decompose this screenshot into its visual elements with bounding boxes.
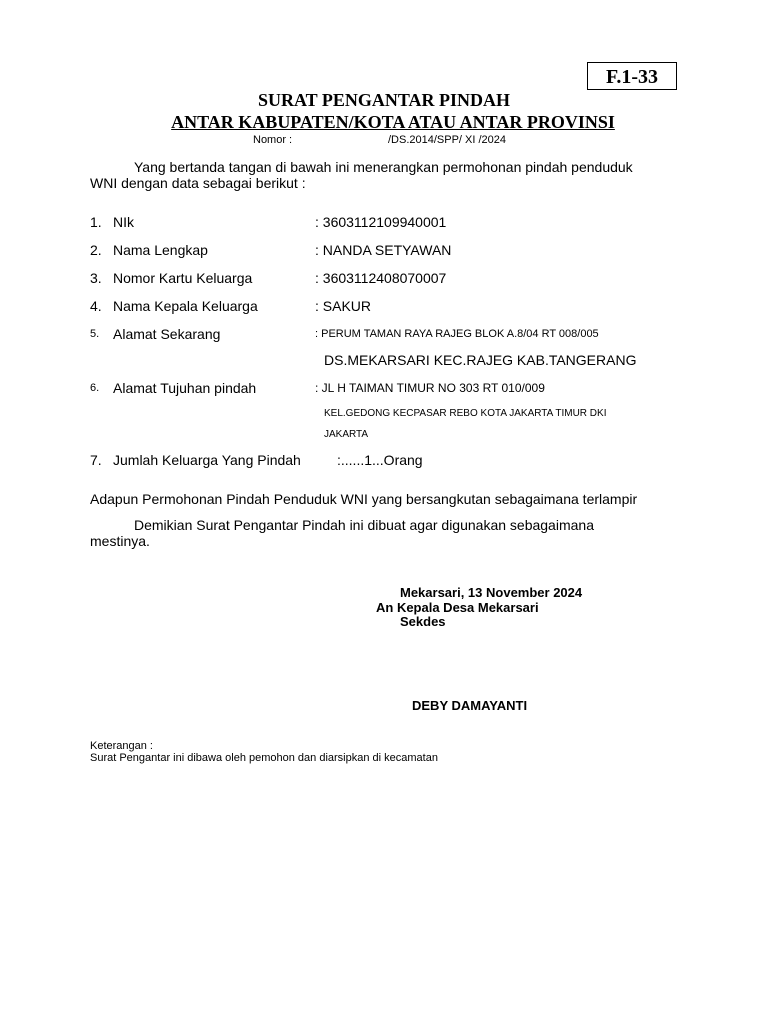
note-text: Surat Pengantar ini dibawa oleh pemohon dan diarsipkan di kecamatan (90, 752, 438, 764)
item-value-jumlah-keluarga: :......1...Orang (337, 452, 423, 468)
intro-line-1: Yang bertanda tangan di bawah ini menerangkan permohonan pindah penduduk (134, 159, 633, 175)
item-number: 5. (90, 328, 100, 340)
item-value-nama-lengkap: : NANDA SETYAWAN (315, 242, 452, 258)
item-value-alamat-sekarang: : PERUM TAMAN RAYA RAJEG BLOK A.8/04 RT 008/005 (315, 328, 599, 340)
nomor-label: Nomor : (253, 134, 293, 146)
item-value-kepala-keluarga: : SAKUR (315, 298, 372, 314)
item-label-jumlah-keluarga: Jumlah Keluarga Yang Pindah (113, 452, 301, 468)
item-label-alamat-tujuan: Alamat Tujuhan pindah (113, 380, 257, 396)
item-number: 2. (90, 242, 102, 258)
paragraph-permohonan: Adapun Permohonan Pindah Penduduk WNI yang bersangkutan sebagaimana terlampir (90, 491, 638, 507)
item-label-alamat-sekarang: Alamat Sekarang (113, 326, 221, 342)
item-label-nik: NIk (113, 214, 134, 230)
item-value-alamat-sekarang-line-2: DS.MEKARSARI KEC.RAJEG KAB.TANGERANG (324, 352, 637, 368)
signature-position: Sekdes (400, 614, 446, 629)
item-number: 4. (90, 298, 102, 314)
signatory-name: DEBY DAMAYANTI (412, 698, 528, 713)
item-number: 6. (90, 382, 100, 394)
item-value-nomor-kk: : 3603112408070007 (315, 270, 447, 286)
title-line-2: ANTAR KABUPATEN/KOTA ATAU ANTAR PROVINSI (171, 112, 615, 132)
signature-on-behalf: An Kepala Desa Mekarsari (376, 600, 539, 615)
item-label-kepala-keluarga: Nama Kepala Keluarga (113, 298, 258, 314)
signature-place-date: Mekarsari, 13 November 2024 (400, 585, 583, 600)
intro-line-2: WNI dengan data sebagai berikut : (90, 175, 306, 191)
item-value-nik: : 3603112109940001 (315, 214, 447, 230)
item-number: 1. (90, 214, 102, 230)
form-code-box: F.1-33 (587, 62, 677, 90)
item-value-alamat-tujuan: : JL H TAIMAN TIMUR NO 303 RT 010/009 (315, 381, 545, 395)
title-line-1: SURAT PENGANTAR PINDAH (257, 90, 511, 110)
paragraph-demikian-line-1: Demikian Surat Pengantar Pindah ini dibuat agar digunakan sebagaimana (134, 517, 594, 533)
item-label-nama-lengkap: Nama Lengkap (113, 242, 208, 258)
item-label-nomor-kk: Nomor Kartu Keluarga (113, 270, 253, 286)
nomor-value: /DS.2014/SPP/ XI /2024 (388, 134, 507, 146)
item-number: 3. (90, 270, 102, 286)
item-value-alamat-tujuan-line-2: KEL.GEDONG KECPASAR REBO KOTA JAKARTA TIMUR DKI (324, 408, 607, 419)
item-value-alamat-tujuan-line-3: JAKARTA (324, 429, 369, 440)
note-label: Keterangan : (90, 740, 153, 752)
paragraph-demikian-line-2: mestinya. (90, 533, 150, 549)
item-number: 7. (90, 452, 102, 468)
